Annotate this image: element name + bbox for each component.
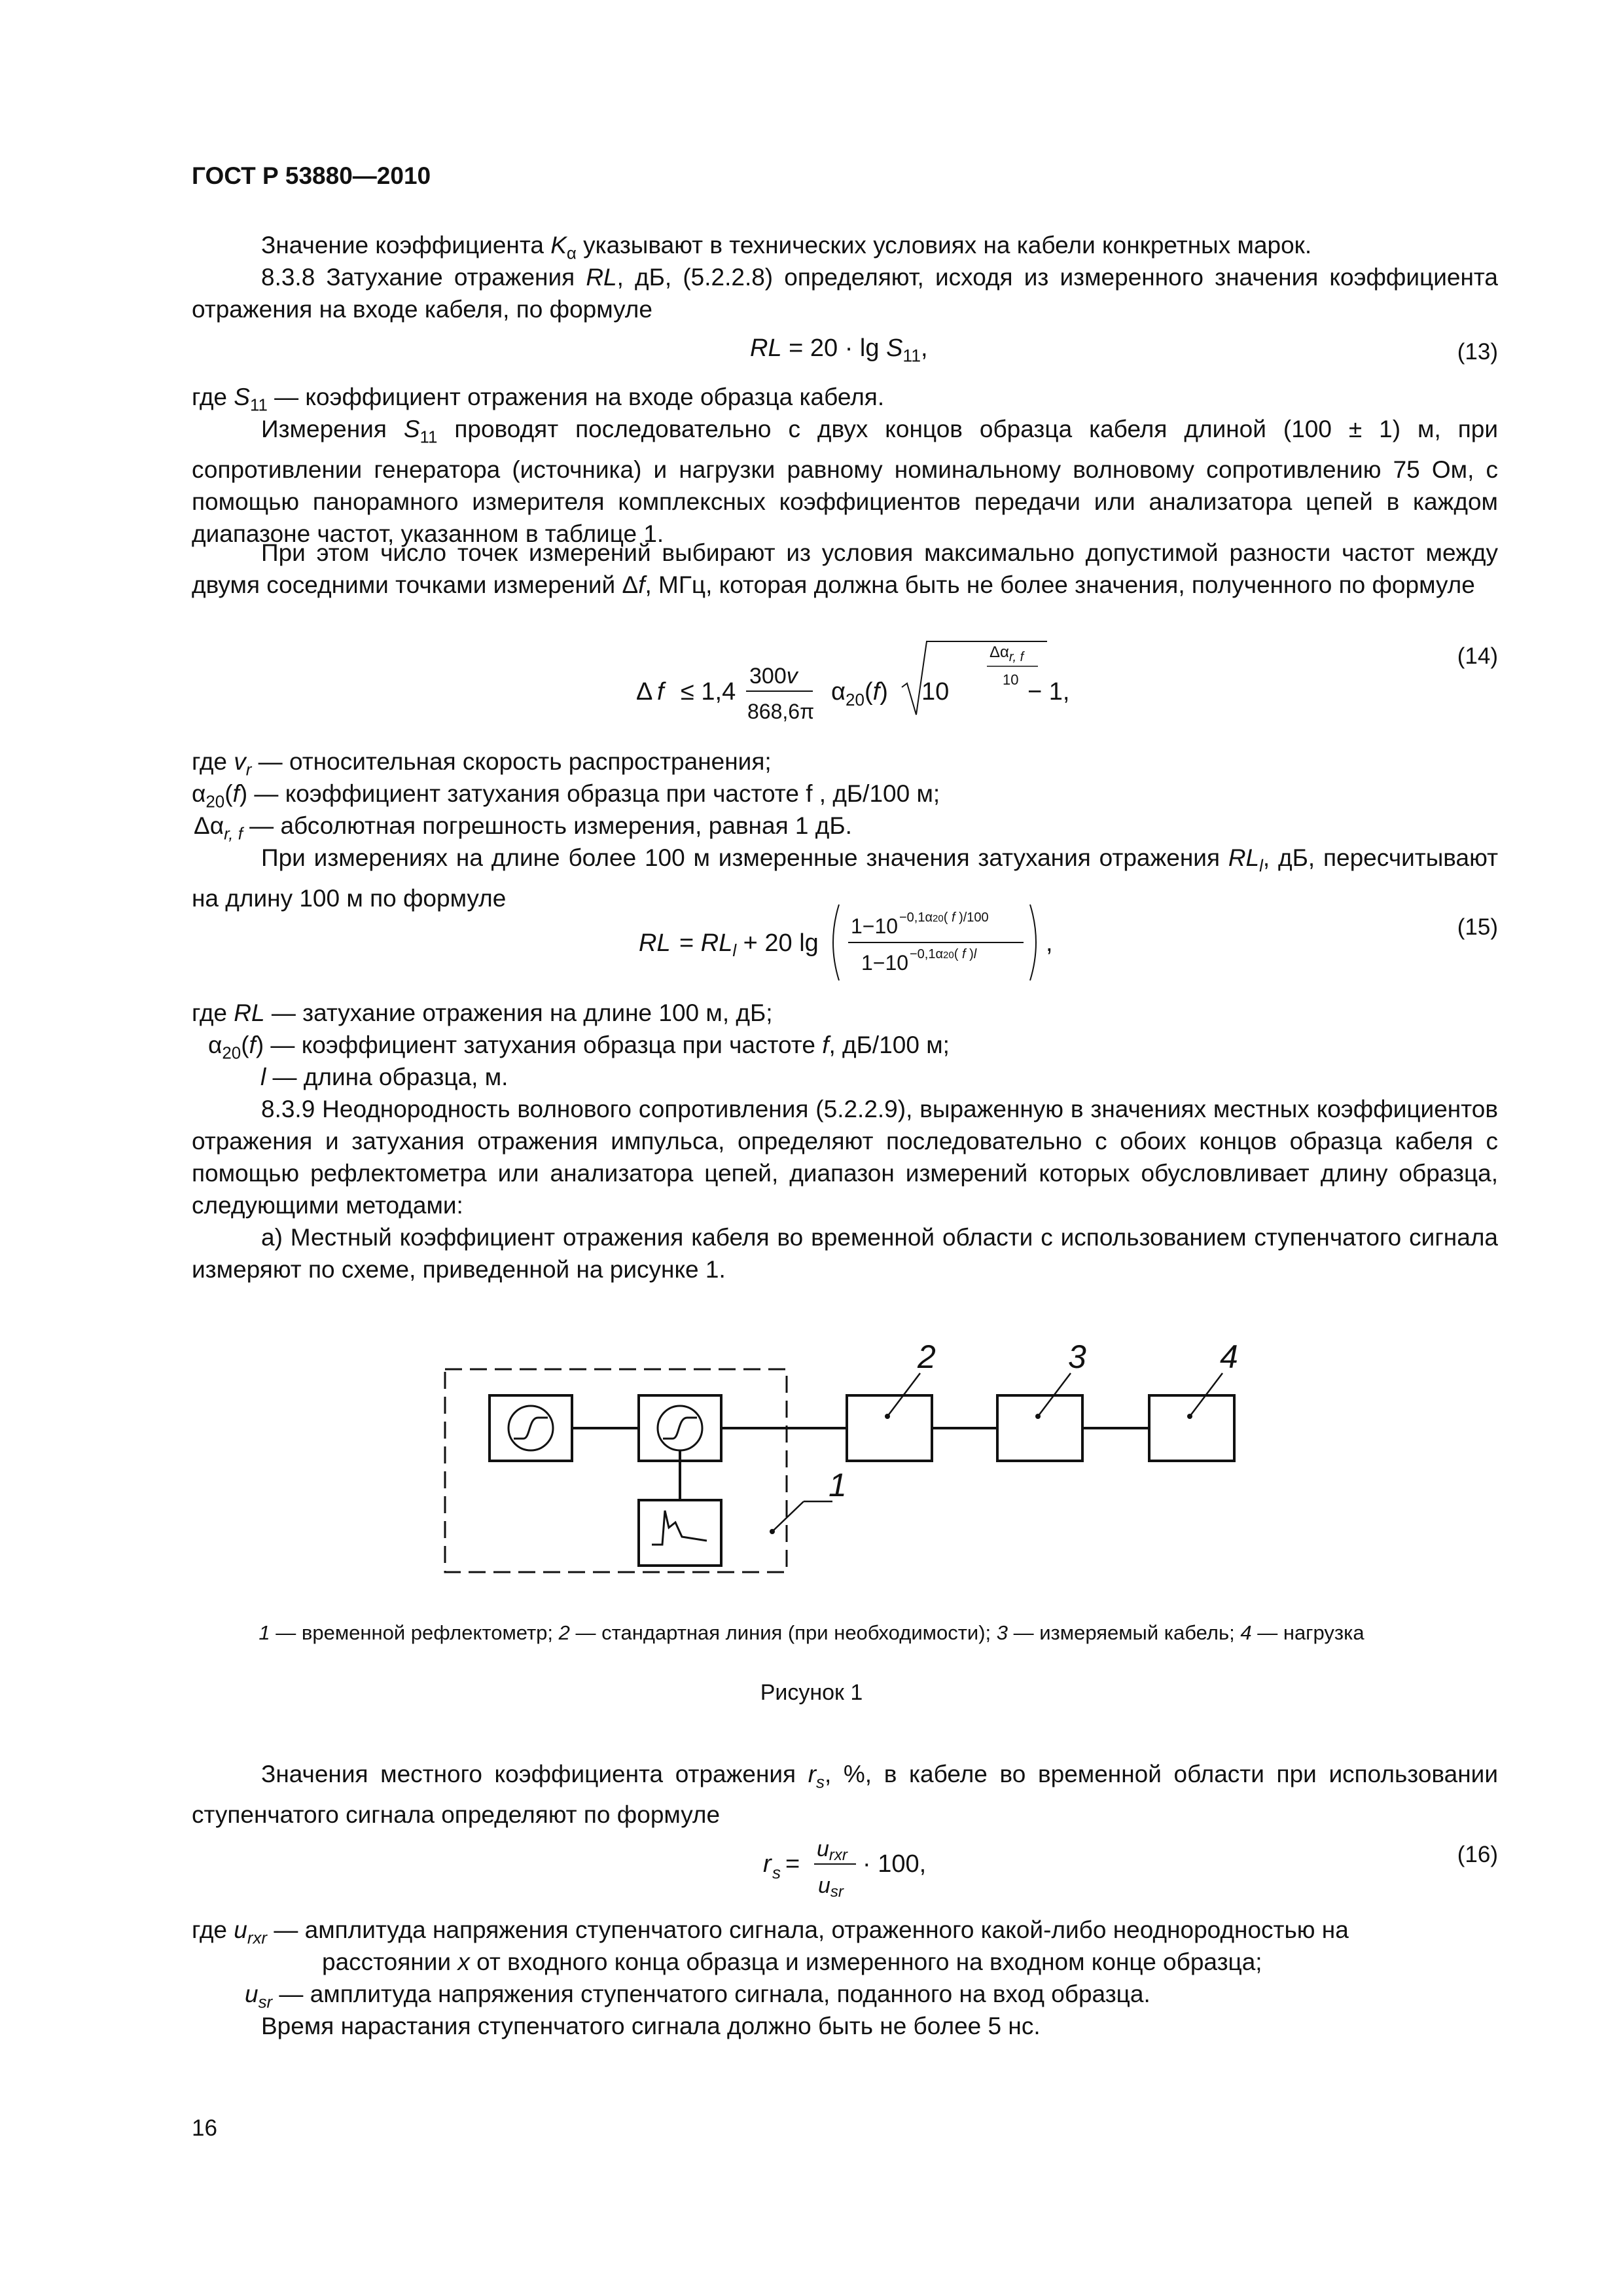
svg-text:1−10: 1−10 bbox=[851, 914, 899, 938]
paragraph-points: При этом число точек измерений выбирают из условия максимально допустимой разности частот между двумя соседними точками измерений Δf, МГц, которая должна быть не более значения, полученного по формуле bbox=[192, 539, 1498, 598]
paragraph-rs: Значения местного коэффициента отражения $r_s$, %, в кабеле во временной области при использовании ступенчатого сигнала определяют по формуле bbox=[192, 1761, 1499, 1829]
svg-text:300v: 300v bbox=[749, 664, 798, 689]
label-3: 3 bbox=[1068, 1338, 1086, 1375]
svg-text:· 100,: · 100, bbox=[863, 1850, 927, 1878]
svg-text:urxr: urxr bbox=[817, 1837, 847, 1864]
figure-title: Рисунок 1 bbox=[760, 1680, 863, 1705]
label-4: 4 bbox=[1220, 1338, 1238, 1375]
svg-text:− 1,: − 1, bbox=[1027, 678, 1070, 706]
formula-16-number: (16) bbox=[1457, 1842, 1498, 1867]
svg-text:−0,1α20( f )l: −0,1α20( f )l bbox=[910, 947, 977, 961]
reflectometer-boundary bbox=[445, 1369, 787, 1572]
svg-text:868,6π: 868,6π bbox=[747, 700, 815, 723]
where-l: l — длина образца, м. bbox=[260, 1064, 508, 1090]
svg-text:,: , bbox=[1046, 929, 1053, 957]
svg-text:≤ 1,4: ≤ 1,4 bbox=[681, 678, 736, 706]
svg-text:10: 10 bbox=[921, 678, 950, 706]
paragraph-measurements: Измерения $S_{11}$ проводят последовательно с двух концов образца кабеля длиной (100 ± 1) м, при сопротивлении генератора (источника) и нагрузки равному номинальному волновому сопротивлению 75 Ом, с помощью панорамного измерителя комплексных коэффициентов передачи или анализатора цепей в каждом диапазоне частот, указанном в таблице 1. bbox=[192, 416, 1498, 548]
svg-text:Δαr, f: $\Delta\alpha_{r, f}$ bbox=[990, 643, 1024, 664]
cable-block bbox=[997, 1395, 1082, 1461]
paragraph-8-3-8: 8.3.8 Затухание отражения RL, дБ, (5.2.2.8) определяют, исходя из измеренного значения коэффициента отражения на входе кабеля, по формуле bbox=[192, 264, 1498, 323]
paragraph-rise-time: Время нарастания ступенчатого сигнала должно быть не более 5 нс. bbox=[261, 2013, 1041, 2039]
formula-16 bbox=[759, 1826, 955, 1905]
formula-15-number: (15) bbox=[1457, 914, 1498, 940]
svg-text:−0,1α20( f )/100: −0,1α20( f )/100 bbox=[899, 910, 989, 925]
formula-13: RL = $20 \cdot \lg S_{11}$, bbox=[750, 334, 928, 366]
svg-text:α: α bbox=[831, 678, 846, 706]
svg-text:20: 20 bbox=[846, 690, 865, 709]
where-delta-alpha: $\Delta\alpha_{r, f}$ — абсолютная погрешность измерения, равная 1 дБ. bbox=[194, 812, 852, 844]
figure-caption: 1 — временной рефлектометр; 2 — стандартная линия (при необходимости); 3 — измеряемый кабель; 4 — нагрузка bbox=[259, 1621, 1364, 1644]
svg-text:r: r bbox=[763, 1850, 772, 1878]
where-alpha20-2: $\alpha_{20}(f)$ — коэффициент затухания образца при частоте f, дБ/100 м; bbox=[208, 1031, 950, 1063]
svg-text:1−10: 1−10 bbox=[861, 951, 909, 975]
svg-text:usr: usr bbox=[818, 1873, 844, 1901]
label-2: 2 bbox=[918, 1338, 936, 1375]
formula-14-number: (14) bbox=[1457, 643, 1498, 669]
paragraph-method-a: а) Местный коэффициент отражения кабеля во временной области с использованием ступенчатого сигнала измеряют по схеме, приведенной на рисунке 1. bbox=[192, 1224, 1498, 1283]
svg-text:=: = bbox=[785, 1850, 800, 1878]
label-1: 1 bbox=[829, 1467, 847, 1503]
svg-text:f: f bbox=[657, 678, 664, 706]
svg-text:RL: RL bbox=[639, 929, 671, 957]
figure-1-diagram bbox=[432, 1329, 1257, 1584]
formula-15 bbox=[628, 897, 1086, 988]
load-block bbox=[1149, 1395, 1234, 1461]
formula-14 bbox=[628, 628, 1086, 733]
standard-line-block bbox=[847, 1395, 932, 1461]
where-vr: где $v_r$ — относительная скорость распространения; bbox=[192, 748, 772, 780]
where-s11: где $S_{11}$ — коэффициент отражения на входе образца кабеля. bbox=[192, 384, 885, 415]
svg-text:Δ: Δ bbox=[636, 678, 653, 706]
svg-text:s: s bbox=[772, 1863, 781, 1882]
page-header: ГОСТ Р 53880—2010 bbox=[192, 162, 431, 189]
svg-text:= RLl + 20 lg: = $RL_l + 20$ lg bbox=[679, 929, 819, 960]
svg-text:10: 10 bbox=[1003, 672, 1019, 688]
paragraph-recalc: При измерениях на длине более 100 м измеренные значения затухания отражения $RL_l$, дБ, пересчитывают на длину 100 м по формуле bbox=[192, 844, 1499, 912]
where-urxr: где $u_{rxr}$ — амплитуда напряжения ступенчатого сигнала, отраженного какой-либо неоднородностью на bbox=[192, 1916, 1349, 1948]
where-urxr-cont: расстоянии x от входного конца образца и измеренного на входном конце образца; bbox=[322, 1948, 1262, 1975]
page-number: 16 bbox=[192, 2115, 217, 2141]
where-rl: где RL — затухание отражения на длине 100 м, дБ; bbox=[192, 999, 773, 1026]
paragraph-8-3-9: 8.3.9 Неоднородность волнового сопротивления (5.2.2.9), выраженную в значениях местных коэффициентов отражения и затухания отражения импульса, определяют последовательно с обоих концов образца кабеля с помощью рефлектометра или анализатора цепей, диапазон измерений которых обусловливает длину образца, следующими методами: bbox=[192, 1096, 1498, 1219]
where-alpha20: $\alpha_{20}(f)$ — коэффициент затухания образца при частоте f , дБ/100 м; bbox=[192, 780, 940, 812]
formula-13-number: (13) bbox=[1457, 339, 1498, 365]
where-usr: $u_{sr}$ — амплитуда напряжения ступенчатого сигнала, поданного на вход образца. bbox=[245, 1981, 1150, 2012]
svg-text:(f): (f) bbox=[865, 678, 888, 706]
paragraph-k-alpha: Значение коэффициента $K_\alpha$ указывают в технических условиях на кабели конкретных марок. bbox=[261, 232, 1312, 263]
